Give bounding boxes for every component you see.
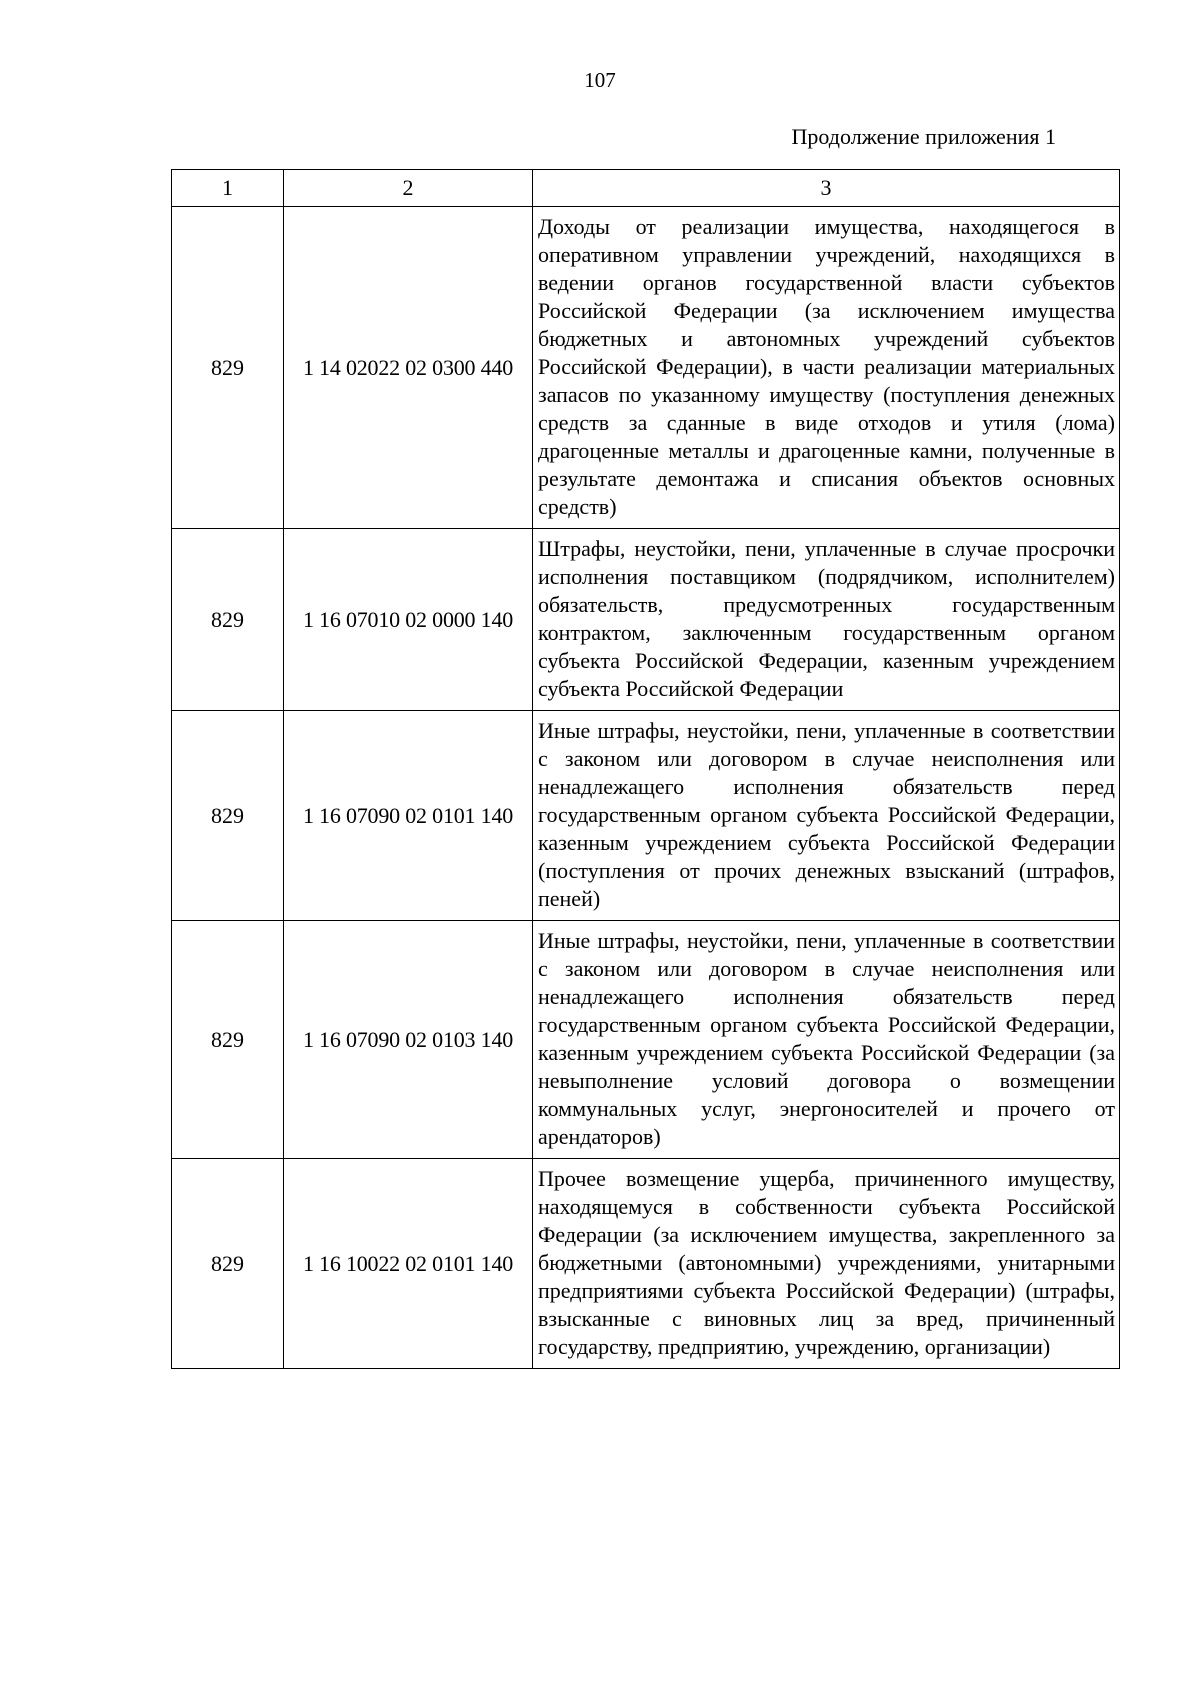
description-cell: Прочее возмещение ущерба, причиненного имуществу, находящемуся в собственности субъекта Российской Федерации (за исключением имущества, закрепленного за бюджетными (автономными) учреждениями, унитарными предприятиями субъекта Российской Федерации) (штрафы, взысканные с виновных лиц за вред, причиненный государству, предприятию, учреждению, организации) (533, 1159, 1120, 1369)
continuation-label: Продолжение приложения 1 (791, 124, 1056, 149)
table-row (172, 207, 1120, 529)
table-header-row (172, 170, 1120, 207)
table-row (172, 921, 1120, 1159)
admin-code-cell: 829 (172, 711, 284, 921)
budget-code-cell: 1 16 10022 02 0101 140 (284, 1159, 533, 1369)
column-header-3: 3 (533, 170, 1120, 207)
description-cell: Штрафы, неустойки, пени, уплаченные в случае просрочки исполнения поставщиком (подрядчиком, исполнителем) обязательств, предусмотренных государственным контрактом, заключенным государственным органом субъекта Российской Федерации, казенным учреждением субъекта Российской Федерации (533, 529, 1120, 711)
budget-code-cell: 1 16 07090 02 0103 140 (284, 921, 533, 1159)
description-cell: Иные штрафы, неустойки, пени, уплаченные в соответствии с законом или договором в случае неисполнения или ненадлежащего исполнения обязательств перед государственным органом субъекта Российской Федерации, казенным учреждением субъекта Российской Федерации (за невыполнение условий договора о возмещении коммунальных услуг, энергоносителей и прочего от арендаторов) (533, 921, 1120, 1159)
description-cell: Доходы от реализации имущества, находящегося в оперативном управлении учреждений, находящихся в ведении органов государственной власти субъектов Российской Федерации (за исключением имущества бюджетных и автономных учреждений субъектов Российской Федерации), в части реализации материальных запасов по указанному имуществу (поступления денежных средств за сданные в виде отходов и утиля (лома) драгоценные металлы и драгоценные камни, полученные в результате демонтажа и списания объектов основных средств) (533, 207, 1120, 529)
budget-code-cell: 1 16 07010 02 0000 140 (284, 529, 533, 711)
column-header-1: 1 (172, 170, 284, 207)
table-row (172, 711, 1120, 921)
table-row (172, 529, 1120, 711)
page-number: 107 (584, 68, 616, 92)
admin-code-cell: 829 (172, 921, 284, 1159)
table-row (172, 1159, 1120, 1369)
revenue-codes-table (171, 169, 1120, 1369)
admin-code-cell: 829 (172, 529, 284, 711)
admin-code-cell: 829 (172, 207, 284, 529)
column-header-2: 2 (284, 170, 533, 207)
budget-code-cell: 1 16 07090 02 0101 140 (284, 711, 533, 921)
budget-code-cell: 1 14 02022 02 0300 440 (284, 207, 533, 529)
admin-code-cell: 829 (172, 1159, 284, 1369)
description-cell: Иные штрафы, неустойки, пени, уплаченные в соответствии с законом или договором в случае неисполнения или ненадлежащего исполнения обязательств перед государственным органом субъекта Российской Федерации, казенным учреждением субъекта Российской Федерации (поступления от прочих денежных взысканий (штрафов, пеней) (533, 711, 1120, 921)
